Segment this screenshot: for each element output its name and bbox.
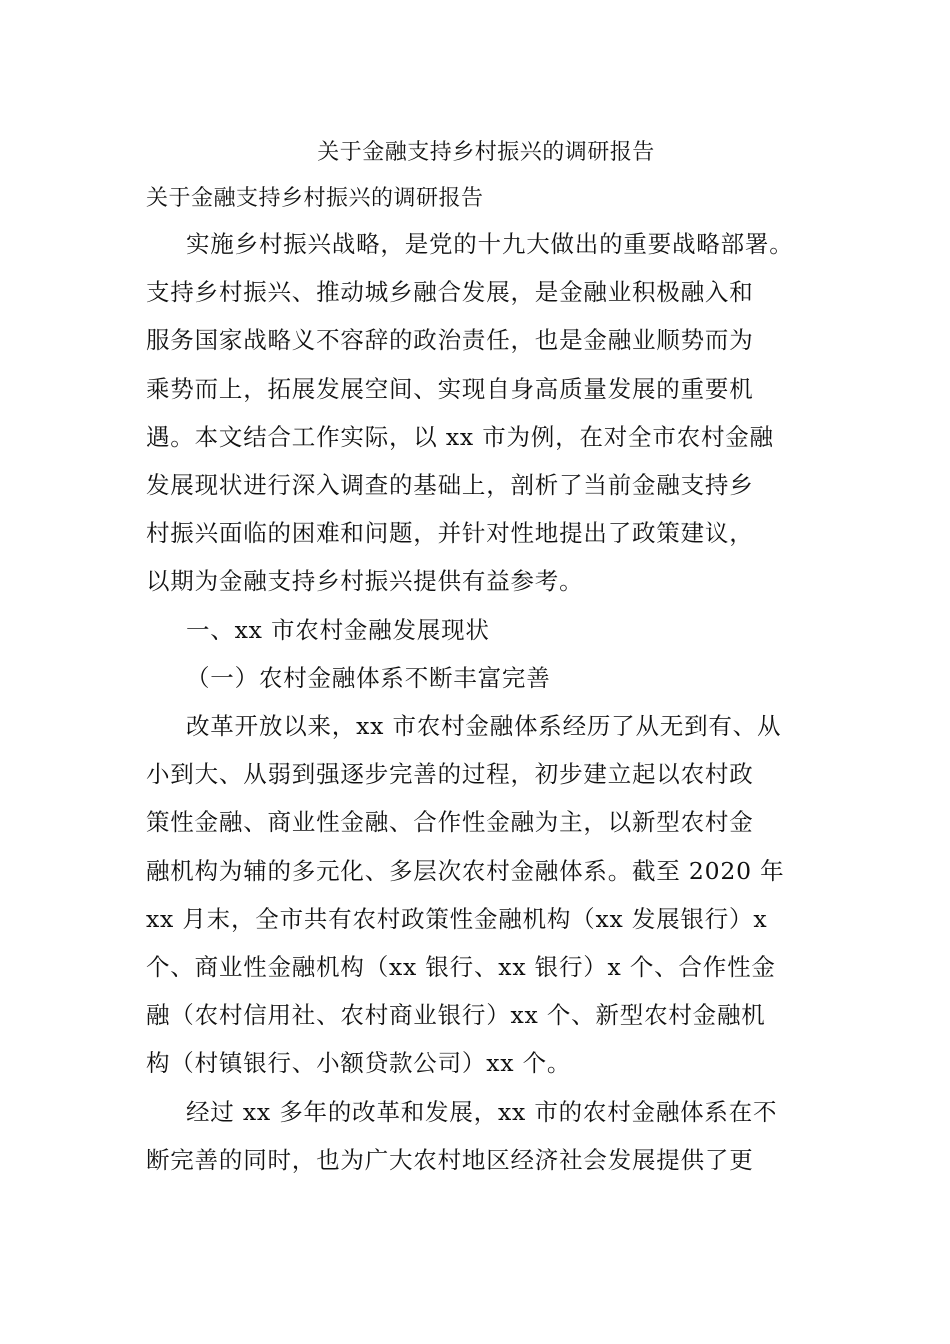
paragraph-line: 断完善的同时，也为广大农村地区经济社会发展提供了更 — [146, 1145, 754, 1174]
paragraph-finance-system — [146, 702, 826, 1088]
paragraph-line: 个、商业性金融机构（xx 银行、xx 银行）x 个、合作性金 — [146, 953, 776, 982]
paragraph-line: 乘势而上，拓展发展空间、实现自身高质量发展的重要机 — [146, 374, 754, 403]
paragraph-line: 实施乡村振兴战略，是党的十九大做出的重要战略部署。 — [186, 230, 794, 258]
paragraph-line: 遇。本文结合工作实际，以 xx 市为例，在对全市农村金融 — [146, 422, 774, 451]
paragraph-intro — [146, 220, 826, 606]
subsection-heading: （一）农村金融体系不断丰富完善 — [186, 663, 551, 692]
paragraph-line: 策性金融、商业性金融、合作性金融为主，以新型农村金 — [146, 808, 754, 837]
paragraph-line: 服务国家战略义不容辞的政治责任，也是金融业顺势而为 — [146, 326, 754, 355]
paragraph-line: 以期为金融支持乡村振兴提供有益参考。 — [146, 567, 584, 596]
paragraph-line: 村振兴面临的困难和问题，并针对性地提出了政策建议， — [146, 519, 754, 548]
paragraph-reform-progress — [146, 1088, 826, 1184]
paragraph-line: xx 月末，全市共有农村政策性金融机构（xx 发展银行）x — [146, 904, 768, 933]
paragraph-line: 经过 xx 多年的改革和发展，xx 市的农村金融体系在不 — [186, 1097, 778, 1126]
paragraph-line: 融（农村信用社、农村商业银行）xx 个、新型农村金融机 — [146, 1001, 766, 1030]
paragraph-line: 融机构为辅的多元化、多层次农村金融体系。截至 2020 年 — [146, 856, 785, 885]
paragraph-line: 改革开放以来，xx 市农村金融体系经历了从无到有、从 — [186, 712, 782, 741]
document-body — [146, 136, 826, 1184]
document-title: 关于金融支持乡村振兴的调研报告 — [317, 140, 655, 165]
paragraph-line: 支持乡村振兴、推动城乡融合发展，是金融业积极融入和 — [146, 278, 754, 307]
section-heading: 一、xx 市农村金融发展现状 — [186, 615, 490, 644]
paragraph-line: 小到大、从弱到强逐步完善的过程，初步建立起以农村政 — [146, 760, 754, 789]
document-subtitle: 关于金融支持乡村振兴的调研报告 — [146, 186, 484, 211]
paragraph-line: 构（村镇银行、小额贷款公司）xx 个。 — [146, 1049, 572, 1078]
paragraph-line: 发展现状进行深入调查的基础上，剖析了当前金融支持乡 — [146, 471, 754, 500]
